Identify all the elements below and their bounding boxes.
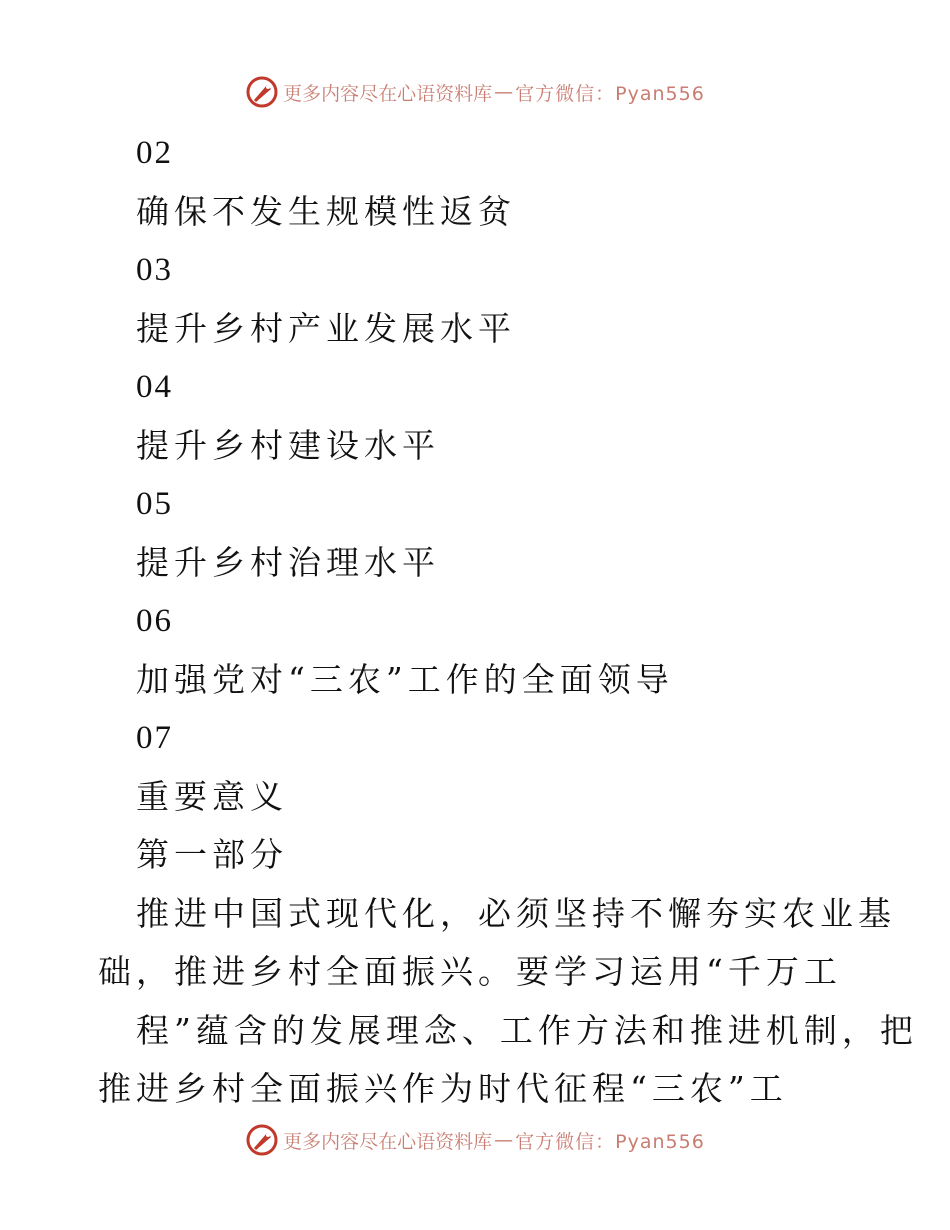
section-heading: 提升乡村治理水平: [136, 542, 440, 582]
header-watermark: [0, 72, 950, 112]
section-heading: 提升乡村建设水平: [136, 425, 440, 465]
watermark-separator: —: [494, 81, 514, 103]
watermark-separator: —: [494, 1129, 514, 1151]
section-number: 07: [136, 720, 173, 756]
pen-nib-logo-icon: [245, 1123, 279, 1157]
section-number: 03: [136, 252, 173, 288]
paragraph-line: 推进乡村全面振兴作为时代征程“三农”工: [98, 1069, 788, 1108]
watermark-brand-text: 更多内容尽在心语资料库: [283, 82, 493, 105]
section-heading: 确保不发生规模性返贫: [136, 191, 516, 231]
section-number: 06: [136, 603, 173, 639]
section-number: 02: [136, 135, 173, 171]
paragraph-line: 程”蕴含的发展理念、工作方法和推进机制，把: [136, 1010, 918, 1050]
section-heading: 重要意义: [136, 776, 288, 816]
watermark-brand-text: 更多内容尽在心语资料库: [283, 1130, 493, 1153]
section-heading: 加强党对“三农”工作的全面领导: [136, 659, 674, 699]
section-heading: 提升乡村产业发展水平: [136, 308, 516, 348]
document-body: [0, 124, 950, 1119]
pen-nib-logo-icon: [245, 75, 279, 109]
paragraph-line: 础，推进乡村全面振兴。要学习运用“千万工: [98, 952, 842, 991]
watermark-wechat-text: 官方微信：Pyan556: [515, 82, 705, 105]
paragraph-line: 推进中国式现代化，必须坚持不懈夯实农业基: [136, 893, 896, 933]
section-number: 05: [136, 486, 173, 522]
watermark-wechat-text: 官方微信：Pyan556: [515, 1130, 705, 1153]
footer-watermark: [0, 1120, 950, 1160]
section-number: 04: [136, 369, 173, 405]
part-heading: 第一部分: [136, 835, 288, 874]
